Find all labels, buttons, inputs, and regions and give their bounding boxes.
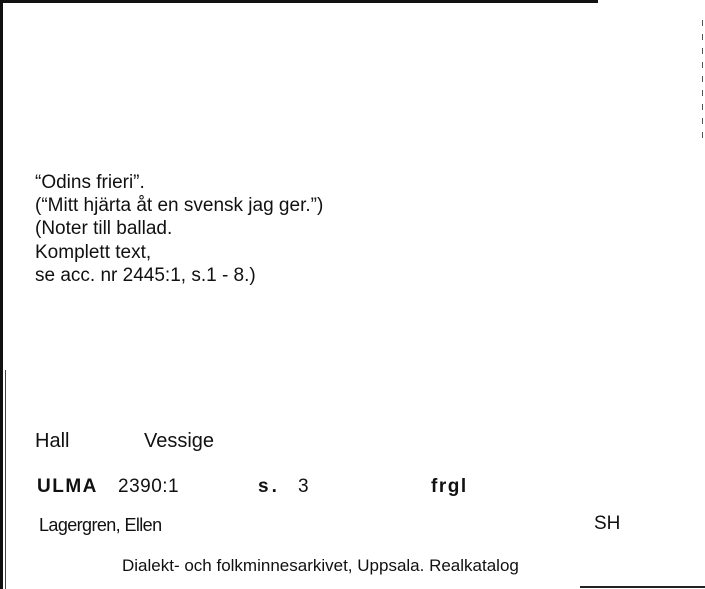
title-line: “Odins frieri”.: [35, 172, 145, 193]
archive-footer: Dialekt- och folkminnesarkivet, Uppsala. Realkatalog: [122, 556, 519, 575]
body-line: (Noter till ballad.: [35, 218, 173, 240]
accession-number: 2390:1: [118, 476, 180, 497]
signature-initials: SH: [594, 513, 621, 534]
card-right-edge: [702, 20, 703, 140]
place-parish: Vessige: [144, 430, 215, 452]
archive-code: ULMA: [37, 476, 98, 497]
card-body-text: [35, 171, 323, 287]
category-code: frgl: [431, 476, 468, 497]
collector-name: Lagergren, Ellen: [39, 515, 162, 535]
body-line: Komplett text,: [35, 241, 152, 263]
card-left-edge: [0, 0, 3, 589]
body-line: (“Mitt hjärta åt en svensk jag ger.”): [35, 195, 324, 217]
page-label: s.: [258, 476, 280, 497]
place-district: Hall: [35, 430, 70, 452]
card-left-inner-edge: [5, 370, 6, 589]
page-number: 3: [298, 476, 309, 497]
body-line: se acc. nr 2445:1, s.1 - 8.): [35, 264, 256, 286]
card-top-edge: [0, 0, 598, 3]
card-bottom-edge: [580, 586, 705, 588]
